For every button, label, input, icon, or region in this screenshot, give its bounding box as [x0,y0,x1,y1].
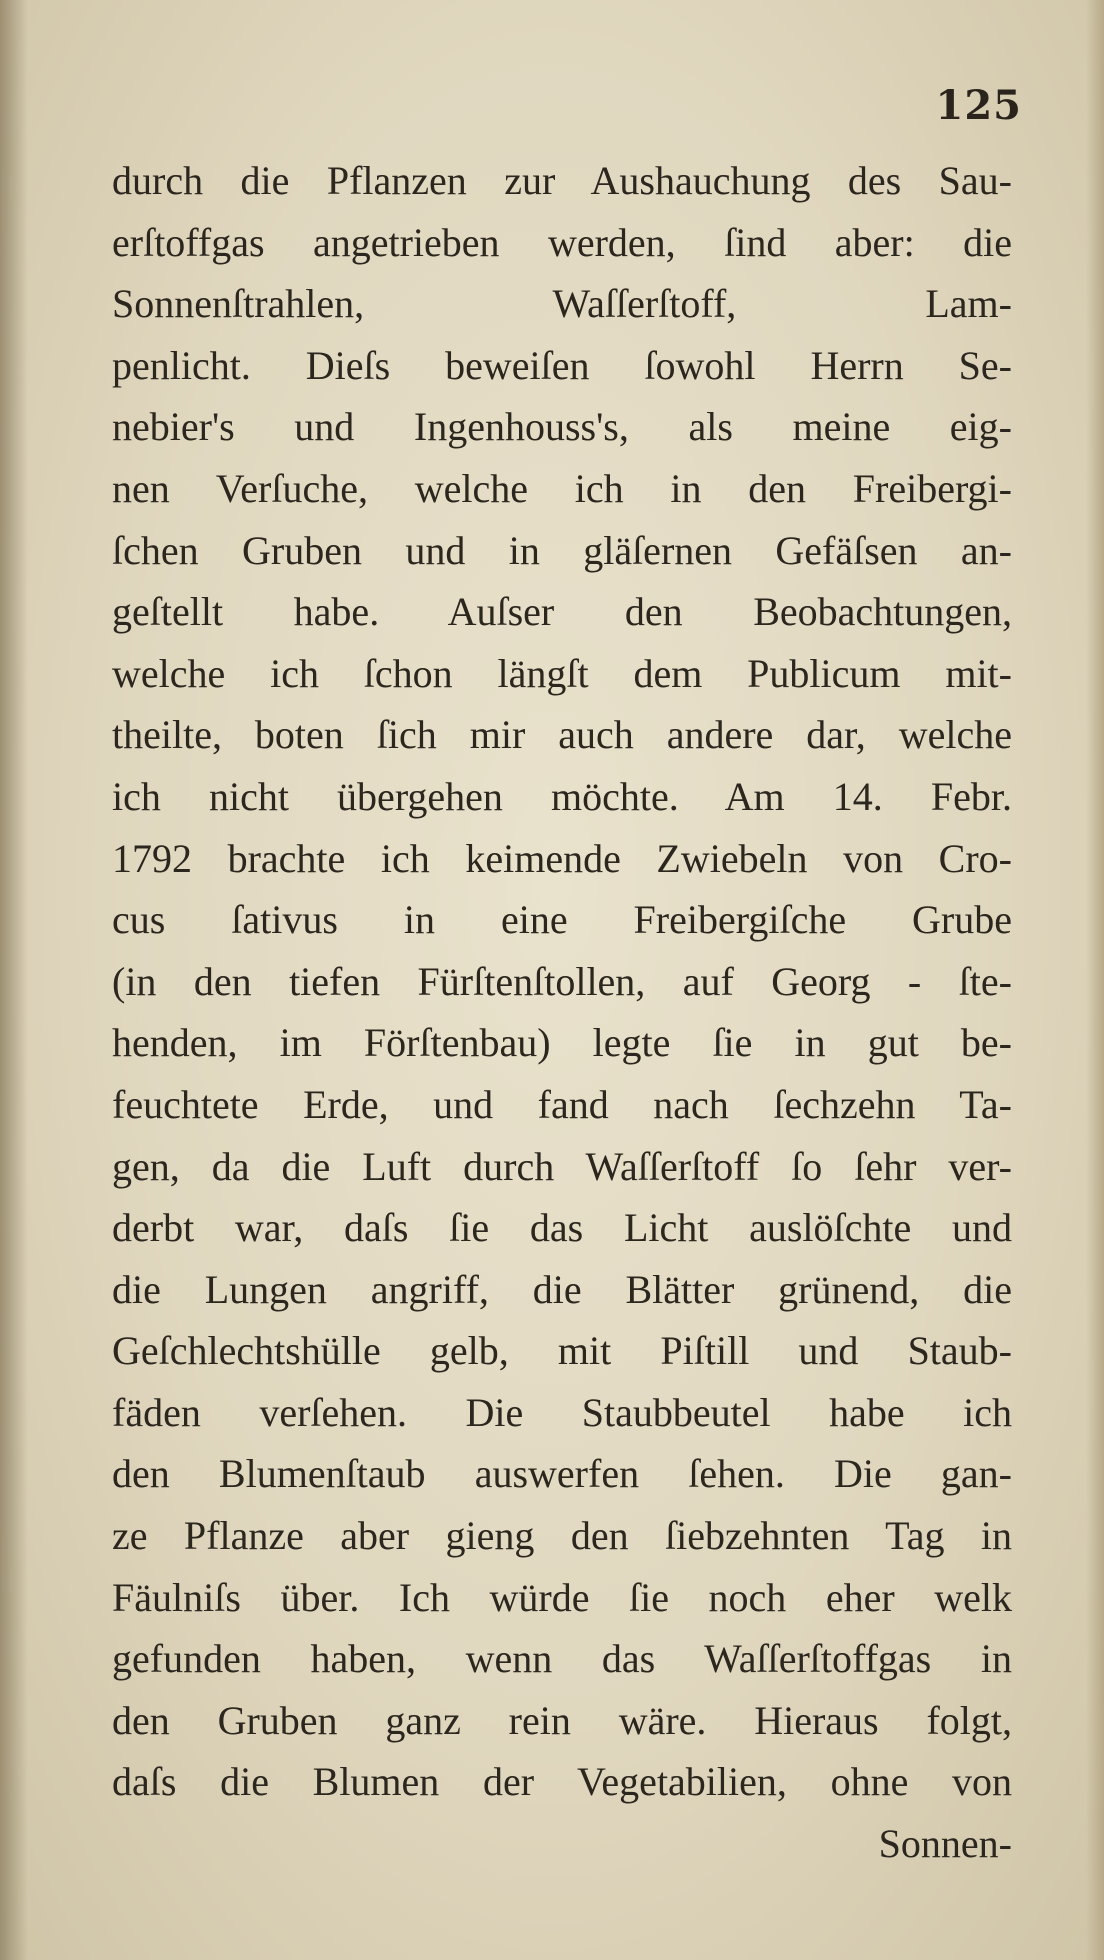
text-line: Fäulniſs über. Ich würde ſie noch eher welk [112,1574,1012,1620]
text-line: erſtoffgas angetrieben werden, ſind aber: die [112,219,1012,265]
text-line: die Lungen angriff, die Blätter grünend, die [112,1266,1012,1312]
text-line: nen Verſuche, welche ich in den Freibergi- [112,465,1012,511]
text-line: theilte, boten ſich mir auch andere dar, welche [112,712,1012,758]
text-line: ze Pflanze aber gieng den ſiebzehnten Tag in [112,1513,1012,1559]
text-line: derbt war, daſs ſie das Licht auslöſchte und [112,1205,1012,1251]
text-line: ſchen Gruben und in gläſernen Gefäſsen an- [112,527,1012,573]
text-line: durch die Pflanzen zur Aushauchung des Sau- [112,158,1012,203]
text-line: feuchtete Erde, und fand nach ſechzehn Ta- [112,1081,1012,1127]
text-line: Sonnenſtrahlen, Waſſerſtoff, Lam- [112,281,1012,327]
text-line: 1792 brachte ich keimende Zwiebeln von Cro- [112,835,1012,881]
text-line: gefunden haben, wenn das Waſſerſtoffgas in [112,1636,1012,1682]
body-text [112,150,1012,1875]
text-line: den Gruben ganz rein wäre. Hieraus folgt, [112,1697,1012,1743]
text-line: den Blumenſtaub auswerfen ſehen. Die gan- [112,1451,1012,1497]
text-line: Geſchlechtshülle gelb, mit Piſtill und Staub- [112,1328,1012,1374]
catchword: Sonnen- [878,1821,1012,1867]
text-line: cus ſativus in eine Freibergiſche Grube [112,897,1012,943]
text-line: daſs die Blumen der Vegetabilien, ohne von [112,1759,1012,1805]
text-line: penlicht. Dieſs beweiſen ſowohl Herrn Se- [112,342,1012,388]
text-line: gen, da die Luft durch Waſſerſtoff ſo ſehr ver- [112,1143,1012,1189]
text-line: welche ich ſchon längſt dem Publicum mit- [112,650,1012,696]
text-line: ich nicht übergehen möchte. Am 14. Febr. [112,773,1012,819]
text-line: nebier's und Ingenhouss's, als meine eig- [112,404,1012,450]
page-number: 125 [935,82,1022,129]
text-line: henden, im Förſtenbau) legte ſie in gut be- [112,1020,1012,1066]
text-line: fäden verſehen. Die Staubbeutel habe ich [112,1389,1012,1435]
text-line: geſtellt habe. Auſser den Beobachtungen, [112,589,1012,635]
text-line: (in den tiefen Fürſtenſtollen, auf Georg - ſte- [112,958,1012,1004]
